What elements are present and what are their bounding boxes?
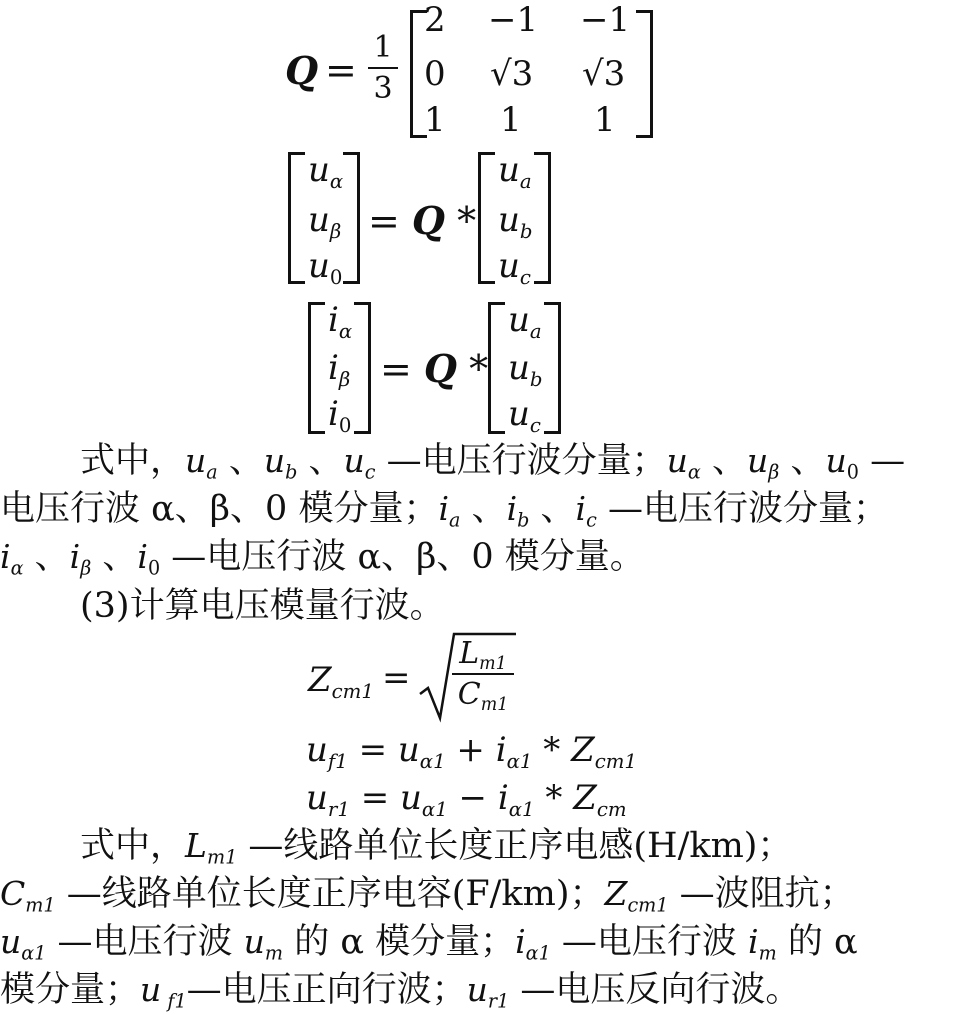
- rhs-right-bracket: [544, 302, 561, 434]
- matrix-cell: 1: [424, 100, 446, 140]
- vector-entry: $u_b$: [498, 200, 533, 243]
- vector-entry: $i_0$: [328, 394, 352, 437]
- vector-entry: $u_c$: [498, 246, 531, 289]
- operator-q-multiply: = Q *: [380, 346, 489, 391]
- reverse-wave-equation: $u_{r1} = u_{\alpha 1} - i_{\alpha 1} * Z_{cm}$: [306, 778, 627, 821]
- matrix-cell: 1: [594, 100, 616, 140]
- paragraph-symbol-definitions: [0, 437, 906, 581]
- z-symbol: $Z_{cm1}$: [308, 660, 374, 703]
- lhs-left-bracket: [288, 152, 305, 284]
- matrix-cell: √3: [490, 54, 534, 94]
- matrix-cell: √3: [582, 54, 626, 94]
- step-3-heading: (3)计算电压模量行波。: [80, 586, 445, 626]
- fraction-numerator: $L_{m1}$: [459, 636, 507, 675]
- q-symbol: Q: [285, 48, 319, 93]
- vector-entry: $i_\alpha$: [328, 300, 353, 343]
- vector-entry: $u_\beta$: [308, 200, 342, 243]
- matrix-right-bracket: [636, 10, 653, 138]
- vector-entry: $u_a$: [508, 300, 542, 343]
- lhs-left-bracket: [308, 302, 325, 434]
- rhs-left-bracket: [488, 302, 505, 434]
- rhs-right-bracket: [534, 152, 551, 284]
- fraction-bar: [368, 67, 398, 69]
- matrix-cell: 1: [500, 100, 522, 140]
- fraction-one-third: [368, 30, 398, 106]
- equals-sign: =: [325, 48, 357, 92]
- matrix-cell: 2: [424, 0, 446, 40]
- lhs-right-bracket: [354, 302, 371, 434]
- lhs-right-bracket: [343, 152, 360, 284]
- fraction-denominator: 3: [373, 71, 393, 106]
- para1-line2: 电压行波 α、β、0 模分量；$i_a$ 、$i_b$ 、$i_c$ —电压行波分量；: [0, 489, 888, 532]
- sqrt-fraction: [452, 636, 514, 716]
- vector-entry: $i_\beta$: [328, 348, 351, 391]
- fraction-denominator: $C_{m1}$: [457, 677, 509, 716]
- forward-wave-equation: $u_{f1} = u_{\alpha 1} + i_{\alpha 1} * Z_{cm1}$: [306, 730, 637, 773]
- rhs-left-bracket: [478, 152, 495, 284]
- matrix-cell: 0: [424, 54, 446, 94]
- matrix-cell: −1: [580, 0, 631, 40]
- operator-q-multiply: = Q *: [368, 198, 477, 243]
- vector-entry: $u_a$: [498, 150, 532, 193]
- equals-sign: =: [382, 658, 411, 698]
- vector-entry: $u_0$: [308, 246, 343, 289]
- vector-entry: $u_\alpha$: [308, 150, 344, 193]
- vector-entry: $u_b$: [508, 348, 543, 391]
- para2-line1: 式中，$L_{m1}$ —线路单位长度正序电感(H/km)；: [80, 826, 793, 869]
- vector-entry: $u_c$: [508, 394, 541, 437]
- matrix-cell: −1: [488, 0, 539, 40]
- fraction-numerator: 1: [373, 30, 393, 65]
- para1-line1: 式中，$u_a$ 、$u_b$ 、$u_c$ —电压行波分量；$u_\alpha$ 、$u_\beta$ 、$u_0$ —: [80, 441, 906, 484]
- para1-line3: $i_\alpha$ 、$i_\beta$ 、$i_0$ —电压行波 α、β、0 模分量。: [0, 537, 645, 580]
- paragraph-variable-definitions: [0, 822, 878, 1014]
- para2-line4: 模分量；u $_{f1}$—电压正向行波；$u_{r1}$ —电压反向行波。: [0, 970, 801, 1013]
- para2-line2: $C_{m1}$ —线路单位长度正序电容(F/km)；$Z_{cm1}$ —波阻抗；: [0, 874, 855, 917]
- para2-line3: $u_{\alpha 1}$ —电压行波 $u_m$ 的 α 模分量；$i_{\alpha 1}$ —电压行波 $i_m$ 的 α: [0, 922, 858, 965]
